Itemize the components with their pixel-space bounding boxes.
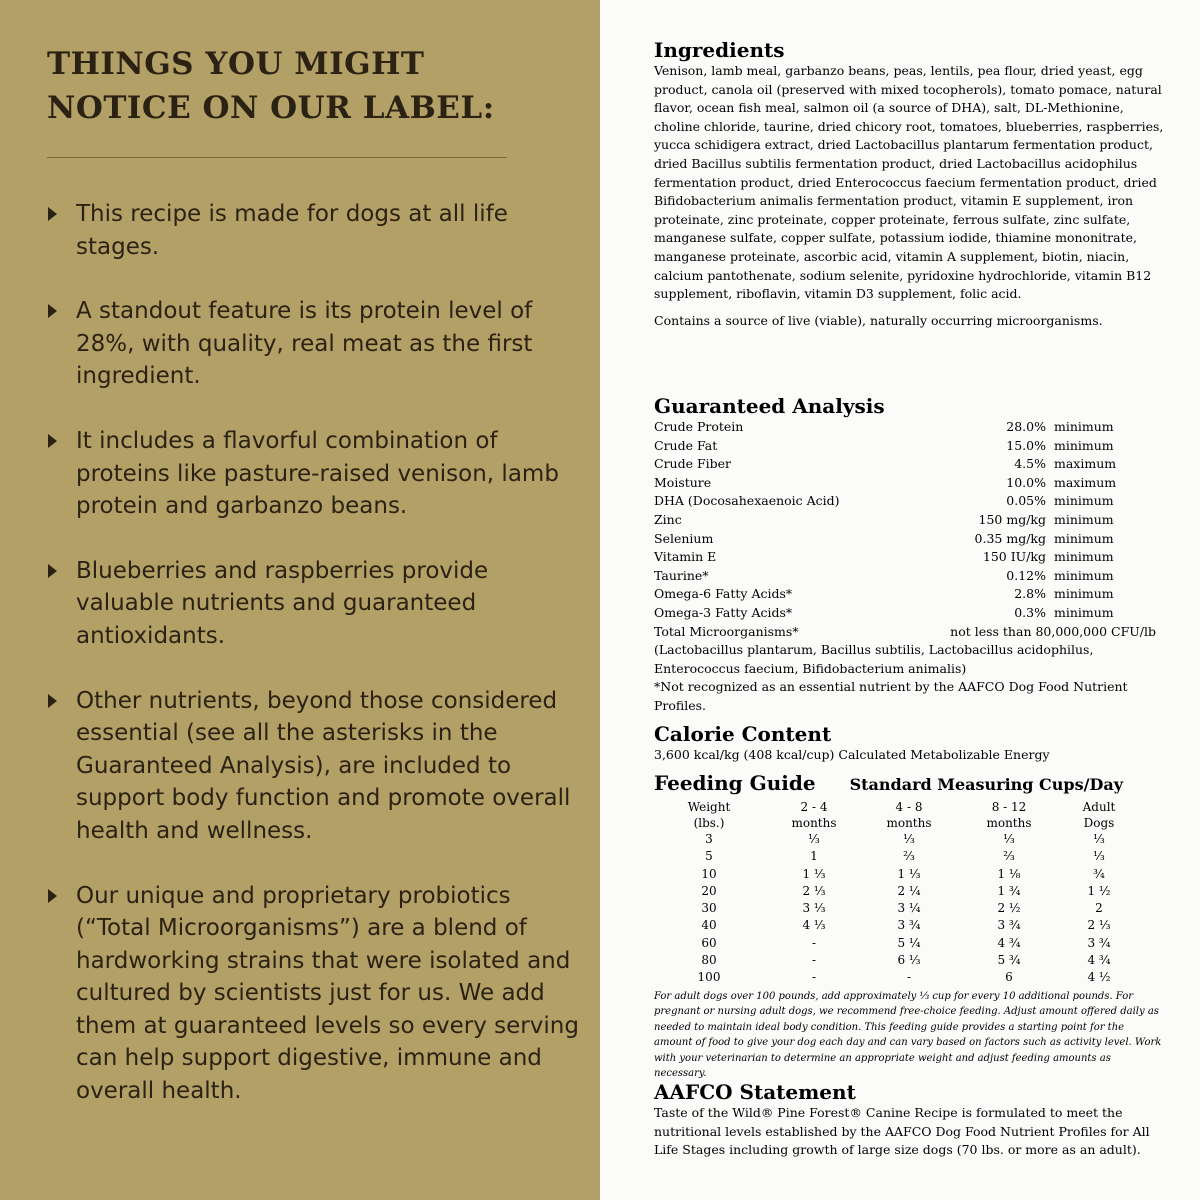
feeding-header bbox=[654, 799, 1134, 831]
feeding-subheading: Standard Measuring Cups/Day bbox=[849, 775, 1123, 794]
feeding-header-row bbox=[654, 771, 1164, 795]
col-header-line: 2 - 4 bbox=[800, 800, 828, 814]
col-header-line: months bbox=[791, 816, 837, 830]
nutrient-name: Crude Protein bbox=[654, 419, 744, 434]
col-header-4-8-months bbox=[864, 799, 954, 831]
col-header-line: (lbs.) bbox=[693, 816, 725, 830]
cups-cell: - bbox=[811, 970, 817, 985]
analysis-row bbox=[654, 492, 1164, 511]
triangle-bullet-icon bbox=[48, 564, 57, 578]
triangle-bullet-icon bbox=[48, 207, 57, 221]
weight-cell: 30 bbox=[701, 901, 717, 916]
nutrient-qualifier: maximum bbox=[1054, 456, 1117, 472]
weight-cell: 20 bbox=[701, 883, 717, 898]
cups-cell: 2 bbox=[1095, 901, 1103, 916]
feeding-guide-section bbox=[654, 771, 1164, 1082]
title-line-2: NOTICE ON OUR LABEL: bbox=[47, 90, 495, 126]
analysis-row bbox=[654, 548, 1164, 567]
cups-cell: 4 ½ bbox=[1087, 970, 1111, 985]
feeding-heading: Feeding Guide bbox=[654, 771, 816, 795]
triangle-bullet-icon bbox=[48, 694, 57, 708]
nutrient-qualifier: maximum bbox=[1054, 474, 1117, 490]
cups-cell: 3 ¾ bbox=[897, 918, 921, 933]
nutrient-qualifier: minimum bbox=[1054, 567, 1114, 583]
nutrient-qualifier: minimum bbox=[1054, 549, 1114, 565]
nutrient-qualifier: minimum bbox=[1054, 493, 1114, 509]
nutrient-name: Crude Fat bbox=[654, 437, 718, 453]
guaranteed-analysis-section bbox=[654, 394, 1164, 716]
col-header-line: Adult bbox=[1082, 800, 1116, 814]
cups-cell: 2 ⅓ bbox=[802, 883, 826, 898]
feeding-table bbox=[654, 799, 1134, 987]
col-header-line: 8 - 12 bbox=[991, 800, 1027, 814]
analysis-footnote: *Not recognized as an essential nutrient by the AAFCO Dog Food Nutrient Profiles. bbox=[654, 679, 1128, 713]
cups-cell: 1 ⅛ bbox=[997, 866, 1021, 881]
cups-cell: 3 ¾ bbox=[997, 918, 1021, 933]
bullet-item bbox=[48, 425, 588, 523]
triangle-bullet-icon bbox=[48, 889, 57, 903]
bullet-list bbox=[48, 198, 588, 1140]
bullet-item bbox=[48, 198, 588, 263]
aafco-text: Taste of the Wild® Pine Forest® Canine Recipe is formulated to meet the nutritional levels established by the AAFCO Dog Food Nutrient Profiles for All Life Stages including growth of large size dogs (70 lbs. or more as an adult). bbox=[654, 1105, 1150, 1158]
nutrient-value: 28.0% bbox=[1006, 419, 1046, 434]
nutrient-name: Total Microorganisms* bbox=[654, 623, 799, 639]
cups-cell: 2 ⅓ bbox=[1087, 918, 1111, 933]
col-header-8-12-months bbox=[954, 799, 1064, 831]
nutrient-qualifier: minimum bbox=[1054, 586, 1114, 602]
col-header-line: months bbox=[986, 816, 1032, 830]
cups-cell: ⅔ bbox=[1003, 849, 1015, 864]
nutrient-value: 0.12% bbox=[1006, 567, 1046, 583]
nutrient-value: 150 mg/kg bbox=[978, 511, 1046, 527]
nutrient-name: Taurine* bbox=[654, 567, 709, 583]
nutrient-value: 150 IU/kg bbox=[982, 549, 1046, 565]
nutrient-name: Crude Fiber bbox=[654, 456, 732, 472]
triangle-bullet-icon bbox=[48, 434, 57, 448]
nutrient-value: not less than 80,000,000 CFU/lb bbox=[950, 623, 1156, 639]
analysis-table bbox=[654, 418, 1164, 641]
cups-cell: 3 ¾ bbox=[1087, 935, 1111, 950]
analysis-row bbox=[654, 418, 1164, 437]
bullet-item bbox=[48, 295, 588, 393]
weight-cell: 10 bbox=[701, 866, 717, 881]
analysis-row bbox=[654, 511, 1164, 530]
cups-cell: 4 ⅓ bbox=[802, 918, 826, 933]
ingredients-heading: Ingredients bbox=[654, 38, 785, 62]
nutrient-name: Vitamin E bbox=[654, 549, 717, 565]
feeding-row bbox=[654, 883, 1134, 900]
calorie-heading: Calorie Content bbox=[654, 722, 832, 746]
nutrient-qualifier: minimum bbox=[1054, 511, 1114, 527]
cups-cell: 5 ¾ bbox=[997, 953, 1021, 968]
aafco-heading: AAFCO Statement bbox=[654, 1080, 856, 1104]
cups-cell: - bbox=[906, 970, 912, 985]
bullet-text: This recipe is made for dogs at all life stages. bbox=[76, 201, 508, 260]
analysis-row bbox=[654, 585, 1164, 604]
nutrient-qualifier: minimum bbox=[1054, 419, 1114, 434]
cups-cell: 1 ⅓ bbox=[897, 866, 921, 881]
bullet-text: Other nutrients, beyond those considered essential (see all the asterisks in the Guaranteed Analysis), are included to support body function and promote overall health and wellness. bbox=[76, 687, 571, 844]
weight-cell: 3 bbox=[705, 832, 713, 846]
analysis-row bbox=[654, 604, 1164, 623]
feeding-row bbox=[654, 866, 1134, 883]
col-header-line: Dogs bbox=[1083, 816, 1115, 830]
nutrient-name: DHA (Docosahexaenoic Acid) bbox=[654, 493, 840, 509]
bullet-text: Blueberries and raspberries provide valuable nutrients and guaranteed antioxidants. bbox=[76, 557, 489, 649]
analysis-row bbox=[654, 437, 1164, 456]
feeding-row bbox=[654, 935, 1134, 952]
nutrient-qualifier: minimum bbox=[1054, 604, 1114, 620]
weight-cell: 5 bbox=[705, 849, 713, 864]
cups-cell: - bbox=[811, 953, 817, 968]
feeding-notes: For adult dogs over 100 pounds, add approximately ⅓ cup for every 10 additional pounds. For pregnant or nursing adult dogs, we recommend free-choice feeding. Adjust amount offered daily as needed to maintain ideal body condition. This feeding guide provides a starting point for the amount of food to give your dog each day and can vary based on factors such as activity level. Work with your veterinarian to determine an appropriate weight and adjust feeding amounts as necessary. bbox=[654, 990, 1162, 1080]
cups-cell: ⅓ bbox=[1093, 849, 1105, 864]
nutrient-value: 15.0% bbox=[1006, 437, 1046, 453]
cups-cell: 5 ¼ bbox=[897, 935, 921, 950]
weight-cell: 40 bbox=[701, 918, 717, 933]
weight-cell: 60 bbox=[701, 935, 717, 950]
cups-cell: 6 bbox=[1005, 970, 1013, 985]
cups-cell: - bbox=[811, 935, 817, 950]
cups-cell: 3 ⅓ bbox=[802, 901, 826, 916]
cups-cell: 3 ¼ bbox=[897, 901, 921, 916]
cups-cell: 4 ¾ bbox=[997, 935, 1021, 950]
bullet-item bbox=[48, 880, 588, 1108]
feeding-row bbox=[654, 848, 1134, 865]
bullet-text: It includes a flavorful combination of proteins like pasture-raised venison, lamb protein and garbanzo beans. bbox=[76, 427, 559, 520]
col-header-adult bbox=[1064, 799, 1134, 831]
bullet-item bbox=[48, 685, 588, 848]
probiotic-note: Contains a source of live (viable), naturally occurring microorganisms. bbox=[654, 312, 1103, 328]
ingredients-section bbox=[654, 38, 1164, 330]
nutrient-name: Omega-3 Fatty Acids* bbox=[654, 604, 793, 620]
feeding-row bbox=[654, 900, 1134, 917]
nutrient-qualifier: minimum bbox=[1054, 437, 1114, 453]
col-header-weight bbox=[654, 799, 764, 831]
analysis-row bbox=[654, 455, 1164, 474]
nutrient-value: 2.8% bbox=[1014, 586, 1046, 602]
cups-cell: 1 ½ bbox=[1087, 883, 1111, 898]
nutrient-name: Omega-6 Fatty Acids* bbox=[654, 586, 793, 602]
analysis-heading: Guaranteed Analysis bbox=[654, 394, 885, 418]
cups-cell: 1 ⅓ bbox=[802, 866, 826, 881]
title-line-1: THINGS YOU MIGHT bbox=[47, 46, 425, 82]
cups-cell: ⅔ bbox=[903, 849, 915, 864]
col-header-line: Weight bbox=[687, 800, 731, 814]
nutrient-value: 10.0% bbox=[1006, 474, 1046, 490]
aafco-section bbox=[654, 1080, 1164, 1160]
cups-cell: 4 ¾ bbox=[1087, 953, 1111, 968]
analysis-row bbox=[654, 567, 1164, 586]
nutrient-value: 0.05% bbox=[1006, 493, 1046, 509]
bullet-text: A standout feature is its protein level of 28%, with quality, real meat as the first ingredient. bbox=[76, 298, 533, 390]
feeding-row bbox=[654, 969, 1134, 986]
feeding-row bbox=[654, 831, 1134, 848]
calorie-text: 3,600 kcal/kg (408 kcal/cup) Calculated Metabolizable Energy bbox=[654, 747, 1050, 762]
cups-cell: ⅓ bbox=[903, 832, 915, 846]
calorie-section bbox=[654, 722, 1164, 765]
nutrient-name: Selenium bbox=[654, 530, 714, 546]
nutrient-value: 0.35 mg/kg bbox=[974, 530, 1046, 546]
cups-cell: ¾ bbox=[1093, 866, 1105, 881]
nutrient-value: 0.3% bbox=[1014, 604, 1046, 620]
analysis-row-microorganisms bbox=[654, 623, 1164, 642]
cups-cell: 1 bbox=[810, 849, 818, 864]
nutrient-name: Moisture bbox=[654, 474, 712, 490]
cups-cell: 2 ½ bbox=[997, 901, 1021, 916]
feeding-row bbox=[654, 952, 1134, 969]
cups-cell: ⅓ bbox=[808, 832, 820, 846]
analysis-row bbox=[654, 474, 1164, 493]
ingredients-list: Venison, lamb meal, garbanzo beans, peas, lentils, pea flour, dried yeast, egg product, canola oil (preserved with mixed tocopherols), tomato pomace, natural flavor, ocean fish meal, salmon oil (a source of DHA), salt, DL-Methionine, choline chloride, taurine, dried chicory root, tomatoes, blueberries, raspberries, yucca schidigera extract, dried Lactobacillus plantarum fermentation product, dried Bacillus subtilis fermentation product, dried Lactobacillus acidophilus fermentation product, dried Enterococcus faecium fermentation product, dried Bifidobacterium animalis fermentation product, vitamin E supplement, iron proteinate, zinc proteinate, copper proteinate, ferrous sulfate, zinc sulfate, manganese sulfate, copper sulfate, potassium iodide, thiamine mononitrate, manganese proteinate, ascorbic acid, vitamin A supplement, biotin, niacin, calcium pantothenate, sodium selenite, pyridoxine hydrochloride, vitamin B12 supplement, riboflavin, vitamin D3 supplement, folic acid. bbox=[654, 63, 1164, 302]
feeding-row bbox=[654, 917, 1134, 934]
cups-cell: ⅓ bbox=[1003, 832, 1015, 846]
col-header-line: 4 - 8 bbox=[895, 800, 923, 814]
nutrient-name: Zinc bbox=[654, 511, 682, 527]
microorganism-strains: (Lactobacillus plantarum, Bacillus subtilis, Lactobacillus acidophilus, Enterococcus faecium, Bifidobacterium animalis) bbox=[654, 642, 1094, 676]
bullet-text: Our unique and proprietary probiotics (“Total Microorganisms”) are a blend of hardworking strains that were isolated and cultured by scientists just for us. We add them at guaranteed levels so every serving can help support digestive, immune and overall health. bbox=[76, 882, 579, 1105]
cups-cell: 2 ¼ bbox=[897, 883, 921, 898]
nutrient-qualifier: minimum bbox=[1054, 530, 1114, 546]
nutrient-value: 4.5% bbox=[1014, 456, 1046, 472]
bullet-item bbox=[48, 555, 588, 653]
triangle-bullet-icon bbox=[48, 304, 57, 318]
col-header-2-4-months bbox=[764, 799, 864, 831]
title-divider bbox=[47, 157, 507, 158]
panel-title bbox=[47, 42, 567, 130]
analysis-row bbox=[654, 530, 1164, 549]
weight-cell: 100 bbox=[697, 970, 721, 985]
cups-cell: 6 ⅓ bbox=[897, 953, 921, 968]
cups-cell: ⅓ bbox=[1093, 832, 1105, 846]
weight-cell: 80 bbox=[701, 953, 717, 968]
col-header-line: months bbox=[886, 816, 932, 830]
cups-cell: 1 ¾ bbox=[997, 883, 1021, 898]
